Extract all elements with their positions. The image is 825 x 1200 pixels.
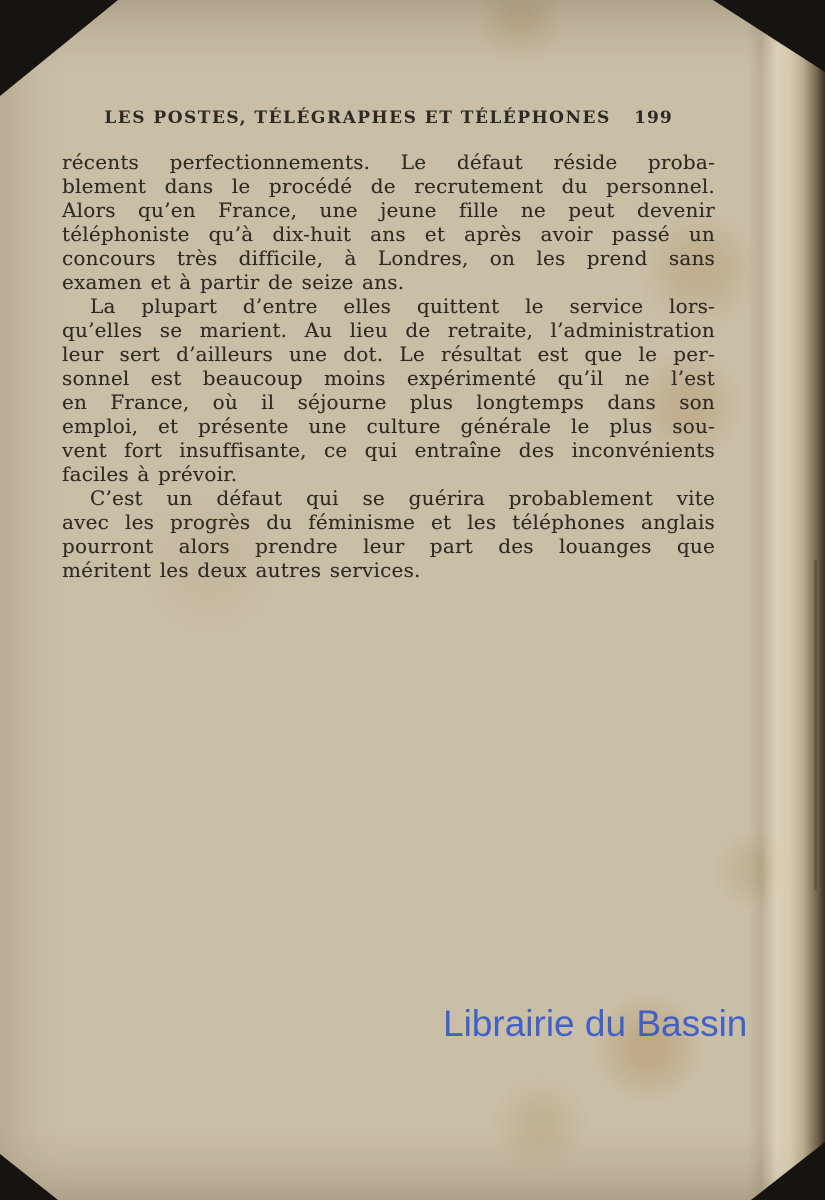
text-line: en France, où il séjourne plus longtemps dans son [62, 390, 715, 414]
text-line: pourront alors prendre leur part des louanges que [62, 534, 715, 558]
text-line: faciles à prévoir. [62, 462, 238, 486]
photo-corner-bottom-left [0, 1154, 58, 1200]
paragraph [62, 294, 715, 486]
text-line: qu’elles se marient. Au lieu de retraite, l’administration [62, 318, 715, 342]
text-line: emploi, et présente une culture générale le plus sou- [62, 414, 715, 438]
page-edge-crease [814, 560, 817, 890]
page-body [62, 150, 715, 582]
text-line: La plupart d’entre elles quittent le service lors- [90, 294, 715, 318]
paragraph [62, 486, 715, 582]
running-header [62, 108, 715, 128]
text-line: C’est un défaut qui se guérira probablement vite [90, 486, 715, 510]
text-line: méritent les deux autres services. [62, 558, 421, 582]
text-line: téléphoniste qu’à dix-huit ans et après avoir passé un [62, 222, 715, 246]
photo-corner-top-left [0, 0, 118, 96]
page-number: 199 [634, 108, 673, 128]
text-line: concours très difficile, à Londres, on les prend sans [62, 246, 715, 270]
text-line: sonnel est beaucoup moins expérimenté qu’il ne l’est [62, 366, 715, 390]
text-line: blement dans le procédé de recrutement du personnel. [62, 174, 715, 198]
text-line: examen et à partir de seize ans. [62, 270, 405, 294]
watermark-text: Librairie du Bassin [443, 1003, 748, 1044]
text-line: récents perfectionnements. Le défaut réside proba- [62, 150, 715, 174]
text-line: Alors qu’en France, une jeune fille ne peut devenir [62, 198, 715, 222]
running-header-title: LES POSTES, TÉLÉGRAPHES ET TÉLÉPHONES [104, 108, 611, 128]
text-line: avec les progrès du féminisme et les téléphones anglais [62, 510, 715, 534]
text-line: vent fort insuffisante, ce qui entraîne des inconvénients [62, 438, 715, 462]
photo-corner-top-right [713, 0, 825, 72]
paragraph [62, 150, 715, 294]
photo-corner-bottom-right [751, 1142, 825, 1200]
text-line: leur sert d’ailleurs une dot. Le résultat est que le per- [62, 342, 715, 366]
